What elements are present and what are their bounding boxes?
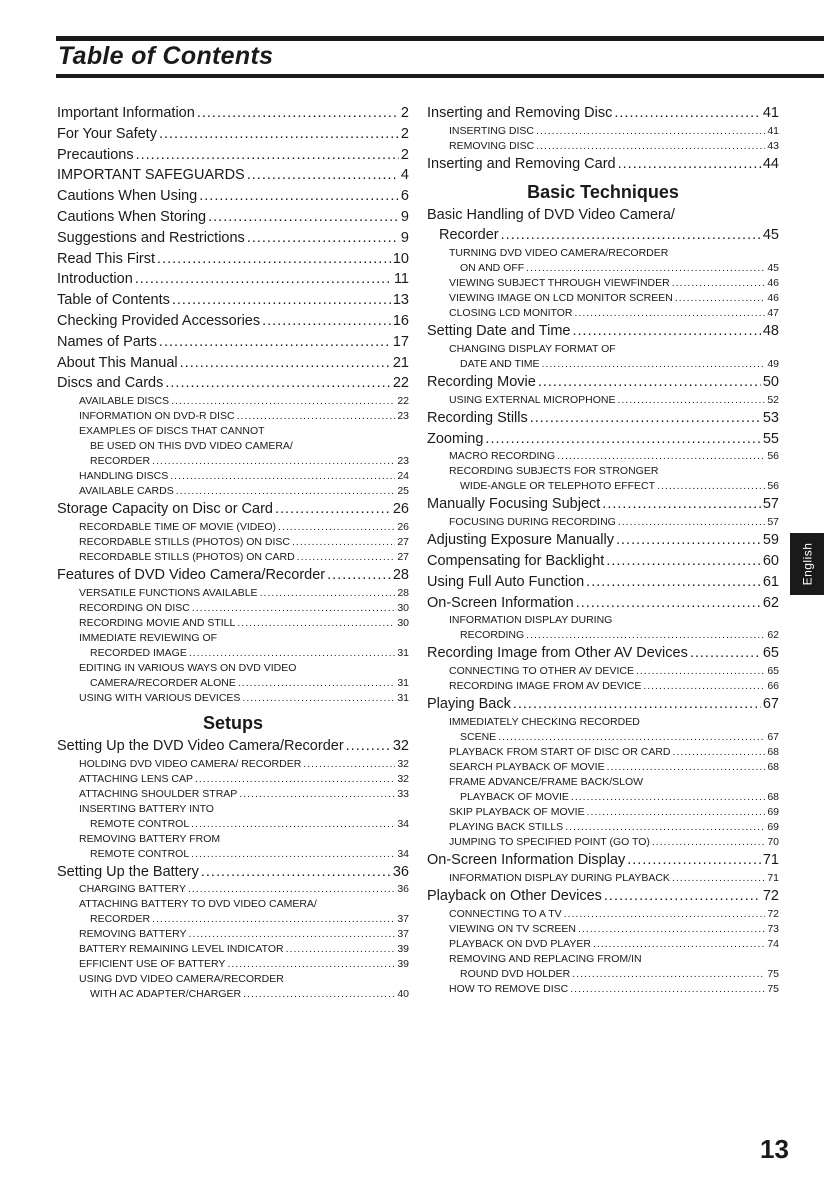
toc-entry[interactable]: Introduction ..... 11	[57, 269, 409, 290]
toc-entry[interactable]: Adjusting Exposure Manually ..... 59	[427, 530, 779, 551]
toc-subentry[interactable]: HOLDING DVD VIDEO CAMERA/ RECORDER ..... 32	[57, 757, 409, 772]
toc-subentry[interactable]: USING EXTERNAL MICROPHONE ..... 52	[427, 393, 779, 408]
toc-subentry[interactable]: CHARGING BATTERY ..... 36	[57, 882, 409, 897]
toc-subentry[interactable]: RECORDING ..... 62	[427, 628, 779, 643]
toc-entry[interactable]: Setting Date and Time ..... 48	[427, 321, 779, 342]
toc-subentry[interactable]: JUMPING TO SPECIFIED POINT (GO TO) ..... 70	[427, 835, 779, 850]
toc-entry[interactable]: Names of Parts ..... 17	[57, 332, 409, 353]
toc-subentry[interactable]: RECORDING MOVIE AND STILL ..... 30	[57, 616, 409, 631]
toc-entry[interactable]: Setting Up the DVD Video Camera/Recorder ..... 32	[57, 736, 409, 757]
toc-entry[interactable]: Zooming ..... 55	[427, 429, 779, 450]
toc-entry[interactable]: Suggestions and Restrictions ..... 9	[57, 228, 409, 249]
toc-subentry[interactable]: VIEWING IMAGE ON LCD MONITOR SCREEN ..... 46	[427, 291, 779, 306]
toc-entry[interactable]: Recording Stills ..... 53	[427, 408, 779, 429]
toc-entry[interactable]: Recorder ..... 45	[427, 225, 779, 246]
toc-subentry[interactable]: INFORMATION DISPLAY DURING PLAYBACK ..... 71	[427, 871, 779, 886]
toc-subentry[interactable]: AVAILABLE CARDS ..... 25	[57, 484, 409, 499]
toc-subentry[interactable]: VIEWING ON TV SCREEN ..... 73	[427, 922, 779, 937]
toc-right-group-2	[427, 205, 779, 997]
toc-subentry[interactable]: REMOTE CONTROL ..... 34	[57, 817, 409, 832]
toc-subentry[interactable]: HANDLING DISCS ..... 24	[57, 469, 409, 484]
toc-entry[interactable]: Playing Back ..... 67	[427, 694, 779, 715]
toc-subentry[interactable]: SEARCH PLAYBACK OF MOVIE ..... 68	[427, 760, 779, 775]
toc-subentry[interactable]: WITH AC ADAPTER/CHARGER ..... 40	[57, 987, 409, 1002]
header-rule-bottom	[56, 74, 824, 78]
toc-entry[interactable]: On-Screen Information ..... 62	[427, 593, 779, 614]
language-tab	[790, 533, 824, 595]
toc-subentry[interactable]: RECORDABLE STILLS (PHOTOS) ON CARD ..... 27	[57, 550, 409, 565]
toc-entry[interactable]: Read This First ..... 10	[57, 249, 409, 270]
toc-subentry[interactable]: VIEWING SUBJECT THROUGH VIEWFINDER ..... 46	[427, 276, 779, 291]
toc-subentry[interactable]: SKIP PLAYBACK OF MOVIE ..... 69	[427, 805, 779, 820]
toc-subentry-line[interactable]: ATTACHING BATTERY TO DVD VIDEO CAMERA/	[79, 898, 317, 911]
toc-entry[interactable]: Important Information ..... 2	[57, 103, 409, 124]
section-heading-setups: Setups	[202, 712, 263, 733]
toc-subentry[interactable]: AVAILABLE DISCS ..... 22	[57, 394, 409, 409]
toc-entry[interactable]: Inserting and Removing Disc ..... 41	[427, 103, 779, 124]
toc-subentry[interactable]: VERSATILE FUNCTIONS AVAILABLE ..... 28	[57, 586, 409, 601]
toc-subentry-line[interactable]: EXAMPLES OF DISCS THAT CANNOT	[79, 425, 265, 438]
toc-subentry-line[interactable]: USING DVD VIDEO CAMERA/RECORDER	[79, 973, 284, 986]
toc-subentry[interactable]: RECORDED IMAGE ..... 31	[57, 646, 409, 661]
toc-entry[interactable]: Recording Movie ..... 50	[427, 372, 779, 393]
page-title: Table of Contents	[58, 42, 274, 70]
language-tab-label: English	[800, 542, 815, 586]
toc-entry[interactable]: Features of DVD Video Camera/Recorder ..... 28	[57, 565, 409, 586]
toc-subentry[interactable]: CONNECTING TO OTHER AV DEVICE ..... 65	[427, 664, 779, 679]
toc-subentry[interactable]: CLOSING LCD MONITOR ..... 47	[427, 306, 779, 321]
toc-subentry-line[interactable]: REMOVING AND REPLACING FROM/IN	[449, 952, 642, 965]
toc-entry[interactable]: Compensating for Backlight ..... 60	[427, 551, 779, 572]
toc-subentry[interactable]: HOW TO REMOVE DISC ..... 75	[427, 982, 779, 997]
toc-entry[interactable]: About This Manual ..... 21	[57, 353, 409, 374]
toc-entry[interactable]: Manually Focusing Subject ..... 57	[427, 494, 779, 515]
toc-entry[interactable]: Playback on Other Devices ..... 72	[427, 886, 779, 907]
toc-entry[interactable]: Recording Image from Other AV Devices ..... 65	[427, 643, 779, 664]
toc-subentry[interactable]: CAMERA/RECORDER ALONE ..... 31	[57, 676, 409, 691]
toc-subentry[interactable]: DATE AND TIME ..... 49	[427, 357, 779, 372]
toc-subentry[interactable]: WIDE-ANGLE OR TELEPHOTO EFFECT ..... 56	[427, 479, 779, 494]
toc-subentry-line[interactable]: TURNING DVD VIDEO CAMERA/RECORDER	[449, 247, 669, 260]
toc-left-group-2	[57, 736, 409, 1003]
toc-subentry[interactable]: USING WITH VARIOUS DEVICES ..... 31	[57, 691, 409, 706]
toc-subentry[interactable]: EFFICIENT USE OF BATTERY ..... 39	[57, 957, 409, 972]
toc-subentry-line[interactable]: FRAME ADVANCE/FRAME BACK/SLOW	[449, 775, 644, 788]
toc-entry[interactable]: Table of Contents ..... 13	[57, 290, 409, 311]
toc-subentry[interactable]: PLAYBACK ON DVD PLAYER ..... 74	[427, 937, 779, 952]
toc-subentry-line[interactable]: IMMEDIATE REVIEWING OF	[79, 631, 218, 644]
toc-subentry[interactable]: FOCUSING DURING RECORDING ..... 57	[427, 515, 779, 530]
toc-subentry[interactable]: INSERTING DISC ..... 41	[427, 124, 779, 139]
toc-entry[interactable]: Checking Provided Accessories ..... 16	[57, 311, 409, 332]
toc-subentry[interactable]: ROUND DVD HOLDER ..... 75	[427, 967, 779, 982]
toc-subentry[interactable]: MACRO RECORDING ..... 56	[427, 449, 779, 464]
toc-left-column	[57, 103, 409, 1002]
toc-subentry-line[interactable]: BE USED ON THIS DVD VIDEO CAMERA/	[90, 440, 293, 453]
toc-left-group-1	[57, 103, 409, 706]
toc-entry[interactable]: Cautions When Using ..... 6	[57, 186, 409, 207]
toc-subentry[interactable]: REMOTE CONTROL ..... 34	[57, 847, 409, 862]
toc-subentry[interactable]: PLAYBACK OF MOVIE ..... 68	[427, 790, 779, 805]
toc-subentry[interactable]: RECORDING ON DISC ..... 30	[57, 601, 409, 616]
toc-subentry-line[interactable]: EDITING IN VARIOUS WAYS ON DVD VIDEO	[79, 661, 297, 674]
toc-entry[interactable]: Discs and Cards ..... 22	[57, 373, 409, 394]
toc-subentry[interactable]: REMOVING DISC ..... 43	[427, 139, 779, 154]
toc-entry[interactable]: Inserting and Removing Card ..... 44	[427, 154, 779, 175]
toc-entry[interactable]: On-Screen Information Display ..... 71	[427, 850, 779, 871]
toc-subentry[interactable]: REMOVING BATTERY ..... 37	[57, 927, 409, 942]
toc-subentry[interactable]: ATTACHING SHOULDER STRAP ..... 33	[57, 787, 409, 802]
toc-subentry[interactable]: RECORDER ..... 23	[57, 454, 409, 469]
toc-entry[interactable]: IMPORTANT SAFEGUARDS ..... 4	[57, 165, 409, 186]
toc-subentry[interactable]: ON AND OFF ..... 45	[427, 261, 779, 276]
toc-subentry[interactable]: CONNECTING TO A TV ..... 72	[427, 907, 779, 922]
toc-entry[interactable]: Setting Up the Battery ..... 36	[57, 862, 409, 883]
toc-entry[interactable]: Storage Capacity on Disc or Card ..... 26	[57, 499, 409, 520]
toc-subentry[interactable]: BATTERY REMAINING LEVEL INDICATOR ..... 39	[57, 942, 409, 957]
toc-subentry[interactable]: RECORDABLE STILLS (PHOTOS) ON DISC ..... 27	[57, 535, 409, 550]
page-number: 13	[760, 1134, 789, 1164]
toc-subentry-line[interactable]: INSERTING BATTERY INTO	[79, 802, 214, 815]
toc-subentry[interactable]: SCENE ..... 67	[427, 730, 779, 745]
toc-subentry[interactable]: PLAYING BACK STILLS ..... 69	[427, 820, 779, 835]
toc-entry[interactable]: Using Full Auto Function ..... 61	[427, 572, 779, 593]
toc-subentry-line[interactable]: IMMEDIATELY CHECKING RECORDED	[449, 715, 640, 728]
toc-subentry[interactable]: PLAYBACK FROM START OF DISC OR CARD ..... 68	[427, 745, 779, 760]
toc-subentry[interactable]: RECORDER ..... 37	[57, 912, 409, 927]
toc-entry[interactable]: For Your Safety ..... 2	[57, 124, 409, 145]
section-heading-basic-techniques: Basic Techniques	[527, 181, 679, 202]
toc-subentry-line[interactable]: REMOVING BATTERY FROM	[79, 832, 221, 845]
toc-subentry-line[interactable]: RECORDING SUBJECTS FOR STRONGER	[449, 465, 659, 478]
toc-entry-line[interactable]: Basic Handling of DVD Video Camera/	[427, 206, 675, 223]
header-rule-top	[56, 36, 824, 41]
toc-entry[interactable]: Precautions ..... 2	[57, 145, 409, 166]
toc-subentry[interactable]: ATTACHING LENS CAP ..... 32	[57, 772, 409, 787]
toc-right-group-1	[427, 103, 779, 175]
toc-right-column	[427, 103, 779, 997]
toc-subentry-line[interactable]: INFORMATION DISPLAY DURING	[449, 614, 613, 627]
toc-subentry[interactable]: RECORDING IMAGE FROM AV DEVICE ..... 66	[427, 679, 779, 694]
toc-subentry[interactable]: INFORMATION ON DVD-R DISC ..... 23	[57, 409, 409, 424]
toc-entry[interactable]: Cautions When Storing ..... 9	[57, 207, 409, 228]
toc-subentry[interactable]: RECORDABLE TIME OF MOVIE (VIDEO) ..... 26	[57, 520, 409, 535]
toc-subentry-line[interactable]: CHANGING DISPLAY FORMAT OF	[449, 342, 616, 355]
